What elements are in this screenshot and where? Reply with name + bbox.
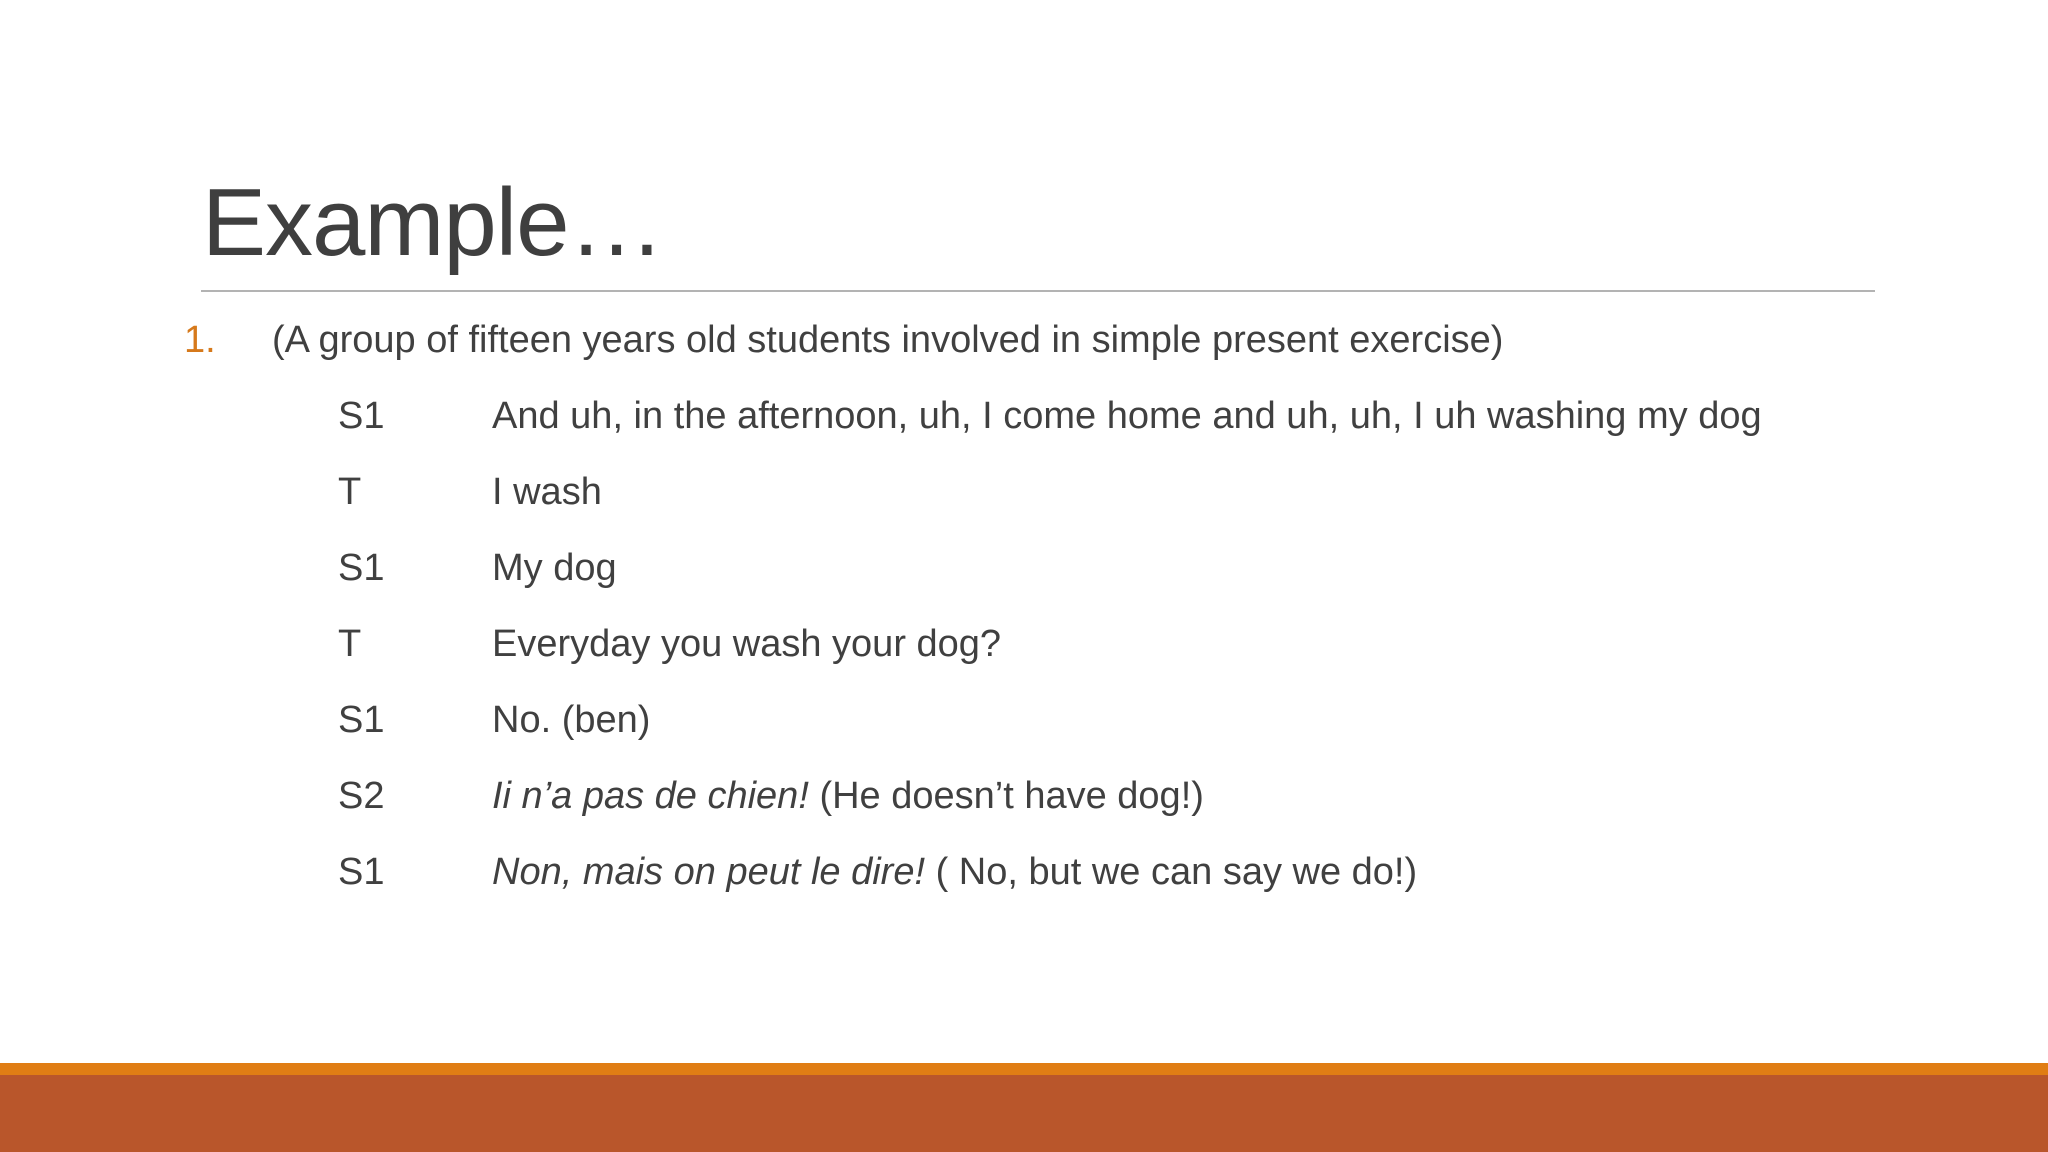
utterance bbox=[492, 392, 1762, 440]
utterance-text: I wash bbox=[492, 471, 602, 513]
utterance bbox=[492, 620, 1001, 668]
utterance-italic: Ii n’a pas de chien! bbox=[492, 775, 809, 817]
list-item-number: 1. bbox=[184, 319, 216, 361]
speaker-label: S1 bbox=[338, 395, 385, 437]
utterance-text: And uh, in the afternoon, uh, I come home and uh, uh, I uh washing my dog bbox=[492, 395, 1762, 437]
footer-accent-stripe bbox=[0, 1063, 2048, 1075]
speaker-label: T bbox=[338, 471, 362, 513]
footer-band bbox=[0, 1075, 2048, 1152]
utterance-text: (He doesn’t have dog!) bbox=[808, 775, 1204, 817]
utterance-italic: Non, mais on peut le dire! bbox=[492, 851, 926, 893]
utterance-text: Everyday you wash your dog? bbox=[492, 623, 1002, 665]
utterance bbox=[492, 848, 1417, 896]
speaker-label: S1 bbox=[338, 547, 385, 589]
utterance bbox=[492, 468, 602, 516]
utterance-text: My dog bbox=[492, 547, 617, 589]
title-divider bbox=[201, 290, 1875, 292]
utterance bbox=[492, 696, 650, 744]
utterance-text: ( No, but we can say we do!) bbox=[925, 851, 1418, 893]
utterance bbox=[492, 544, 617, 592]
utterance-text: No. (ben) bbox=[492, 699, 651, 741]
speaker-label: S1 bbox=[338, 699, 385, 741]
list-item-text: (A group of fifteen years old students involved in simple present exercise) bbox=[272, 319, 1504, 361]
speaker-label: T bbox=[338, 623, 362, 665]
speaker-label: S2 bbox=[338, 775, 385, 817]
slide-title: Example… bbox=[202, 169, 664, 276]
utterance bbox=[492, 772, 1204, 820]
speaker-label: S1 bbox=[338, 851, 385, 893]
